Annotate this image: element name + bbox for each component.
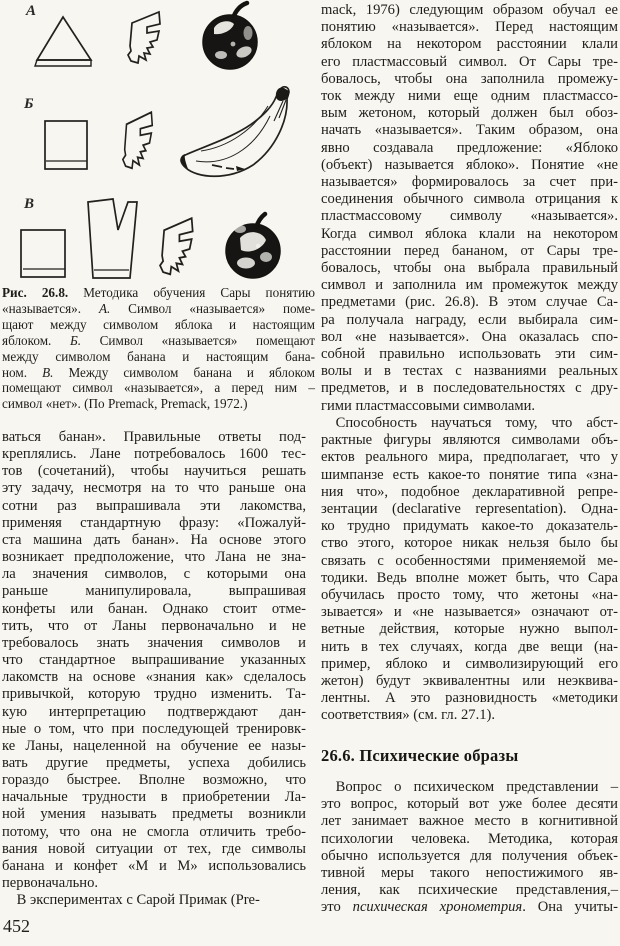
text-line: конфеты или банан. Однако стоит отме- (2, 600, 306, 617)
text-line: пластмассовому символу «называется». (321, 208, 618, 225)
text-line: яблоком. Б. Символ «называется» помещают (2, 332, 316, 348)
text-line: начать «называется». Таким образом, она (321, 122, 618, 139)
text-line: между символом банана и настоящим бана- (2, 348, 315, 364)
name-token-icon (128, 12, 160, 63)
text-line: ко трудно придумать какое-то доказатель- (321, 518, 618, 535)
text-line: ния что», подобное декларативной репре- (321, 483, 618, 500)
text-line: предметами (рис. 26.8). В этом случае Са- (321, 294, 618, 311)
triangle-symbol (35, 17, 91, 66)
text-line: вол «не называется». Она оказалась спо- (321, 328, 618, 345)
text-line: ток между ними еще одним пластмассо- (321, 88, 618, 105)
text-line: символ и заполнила им промежуток между (321, 277, 618, 294)
figure-row-label-a: А (26, 3, 37, 19)
text-line: ваться банан». Правильные ответы под- (2, 429, 306, 445)
text-line: потому, что она не смогла отличить требо- (2, 823, 306, 840)
text-line: это вопрос, который вот уже более десяти (321, 796, 618, 813)
left-column-paragraph-1 (2, 429, 306, 892)
text-line: соединения обычного символа отрицания к (321, 191, 618, 208)
text-line: ке Ланы, нацеленной на обучение ее назы- (2, 737, 306, 754)
square-symbol (21, 230, 65, 277)
text-line: раньше манипулировала, выпрашивая (2, 583, 306, 600)
text-line: ста машина дать банан». На основе этого (2, 531, 306, 548)
text-line: ные о том, что при последующей тренировк- (2, 720, 306, 737)
text-line: психологии человека. Методика, которая (321, 830, 618, 847)
text-line: эту задачу, несмотря на то что раньше она (2, 480, 306, 497)
text-line: Вопрос о психическом представлении – (321, 779, 618, 795)
text-line: зывается» и «не называется» означают от- (321, 604, 618, 621)
text-line: кую интерпретацию подтверждают дан- (2, 703, 306, 720)
figure-row-label-b: Б (24, 96, 34, 112)
text-line: ра получала награду, если выбирала сим- (321, 311, 618, 328)
text-line: щают между символом яблока и настоящим (2, 316, 315, 332)
text-line: гораздо быстрее. Вполне возможно, что (2, 772, 306, 789)
text-line: ной умения называть предметы возникли (2, 806, 306, 823)
text-line: это психическая хронометрия. Она учиты- (321, 899, 618, 916)
text-line: Рис. 26.8. Методика обучения Сары понятию (2, 285, 315, 300)
text-line: собной правильно использовать эти сим- (321, 346, 618, 363)
text-line: помещают символ «называется», а перед ним – (2, 380, 315, 396)
text-line: тить, что от Ланы первоначально и не (2, 617, 306, 634)
text-line: ном. В. Между символом банана и яблоком (2, 364, 315, 380)
text-line: связать с особенностями применяемой ме- (321, 552, 618, 569)
text-line: рактные фигуры являются символами объ- (321, 432, 618, 449)
text-line: явно создавала предложение: «Яблоко (321, 139, 618, 156)
square-symbol (45, 121, 87, 169)
apple-drawing (226, 214, 280, 278)
text-line: обычно используется для получения объек- (321, 847, 618, 864)
figure-row-label-v: В (24, 196, 35, 212)
text-line: называется» формировалось за счет при- (321, 174, 618, 191)
figure-26-8 (0, 0, 316, 288)
text-line: обучилась просто тому, что жетоны «на- (321, 587, 618, 604)
text-line: В экспериментах с Сарой Примак (Pre- (2, 892, 260, 908)
left-column-paragraph-2 (2, 892, 306, 909)
text-line: вым жетоном, который должен был обоз- (321, 105, 618, 122)
name-token-icon (160, 218, 193, 274)
text-line: привычкой, которую трудно изменить. Та- (2, 686, 306, 703)
text-line: ления, как психические представления,– (321, 882, 618, 899)
text-line: бовалось, чтобы она выбрала правильный (321, 260, 618, 277)
text-line: символ «нет». (По Premack, Premack, 1972.) (2, 396, 248, 412)
text-line: вания новой ситуации от тех, где символы (2, 840, 306, 857)
text-line: сотни раз выпрашивала эти лакомства, (2, 497, 306, 514)
negation-symbol (88, 199, 137, 278)
right-column-paragraph-2 (321, 415, 618, 725)
text-line: волы и в тестах с названиями реальных (321, 363, 618, 380)
figure-caption (2, 285, 315, 412)
text-line: пример, яблоко и символизирующий его (321, 655, 618, 672)
text-line: зентации (declarative representation). Одна- (321, 501, 618, 518)
text-line: жетон) будут эквивалентны или неэквива- (321, 673, 618, 690)
text-line: понятию «называется». Перед настоящим (321, 19, 618, 36)
text-line: его пластмассовый символ. От Сары тре- (321, 53, 618, 70)
section-heading-26-6: 26.6. Психические образы (321, 746, 519, 765)
text-line: применяя стандартную фразу: «Пожалуй- (2, 514, 306, 531)
text-line: лентны. А это разновидность «методики (321, 690, 618, 707)
apple-drawing (203, 3, 257, 69)
text-line: ектов реального мира, предполагает, что у (321, 449, 618, 466)
text-line: расстоянии перед бананом, от Сары тре- (321, 242, 618, 259)
text-line: лет занимает важное место в когнитивной (321, 813, 618, 830)
text-line: яблоком на некотором расстоянии клали (321, 36, 618, 53)
text-line: гими пластмассовыми символами. (321, 397, 536, 414)
text-line: ство этого, которое никак нельзя было бы (321, 535, 618, 552)
text-line: банана и конфет «М и М» использовались (2, 857, 306, 874)
text-line: нить в тех случаях, когда две вещи (на- (321, 638, 618, 655)
text-line: возникает предположение, что Лана не зна- (2, 549, 306, 566)
text-line: предметов, и в последовательностях с дру- (321, 380, 618, 397)
text-line: ла значения символов, с которыми она (2, 566, 306, 583)
text-line: креплялись. Лане потребовалось 1600 тес- (2, 446, 306, 463)
text-line: тивной меры такого непостижимого яв- (321, 865, 618, 882)
text-line: тов (сочетаний), чтобы научиться решать (2, 463, 306, 480)
text-line: «называется». А. Символ «называется» поме- (2, 300, 315, 316)
text-line: начальные трудности в приобретении Ла- (2, 789, 306, 806)
text-line: вать другие предметы, успеха добились (2, 754, 306, 771)
text-line: бовалось, чтобы она заполнила промежу- (321, 70, 618, 87)
text-line: соответствия» (см. гл. 27.1). (321, 707, 496, 724)
right-column-paragraph-3 (321, 779, 618, 917)
text-line: mack, 1976) следующим образом обучал ее (321, 2, 618, 18)
text-line: требовалось знать значения символов и (2, 634, 306, 651)
text-line: Когда символ яблока клали на некотором (321, 225, 618, 242)
text-line: первоначально. (2, 875, 99, 892)
text-line: Способность научаться тому, что абст- (321, 415, 618, 431)
banana-drawing (181, 87, 289, 176)
text-line: (объект) называется яблоко». Понятие «не (321, 156, 618, 173)
text-line: лакомств на основе «знания как» сделалось (2, 669, 306, 686)
text-line: что стандартное выпрашивание указанных (2, 652, 306, 669)
text-line: тодики. Ведь вполне может быть, что Сара (321, 569, 618, 586)
right-column-paragraph-1 (321, 2, 618, 415)
text-line: шимпанзе есть какое-то понятие типа «зна- (321, 466, 618, 483)
name-token-icon (123, 112, 152, 168)
page-number: 452 (3, 916, 30, 936)
text-line: ветные действия, которые нужно выпол- (321, 621, 618, 638)
